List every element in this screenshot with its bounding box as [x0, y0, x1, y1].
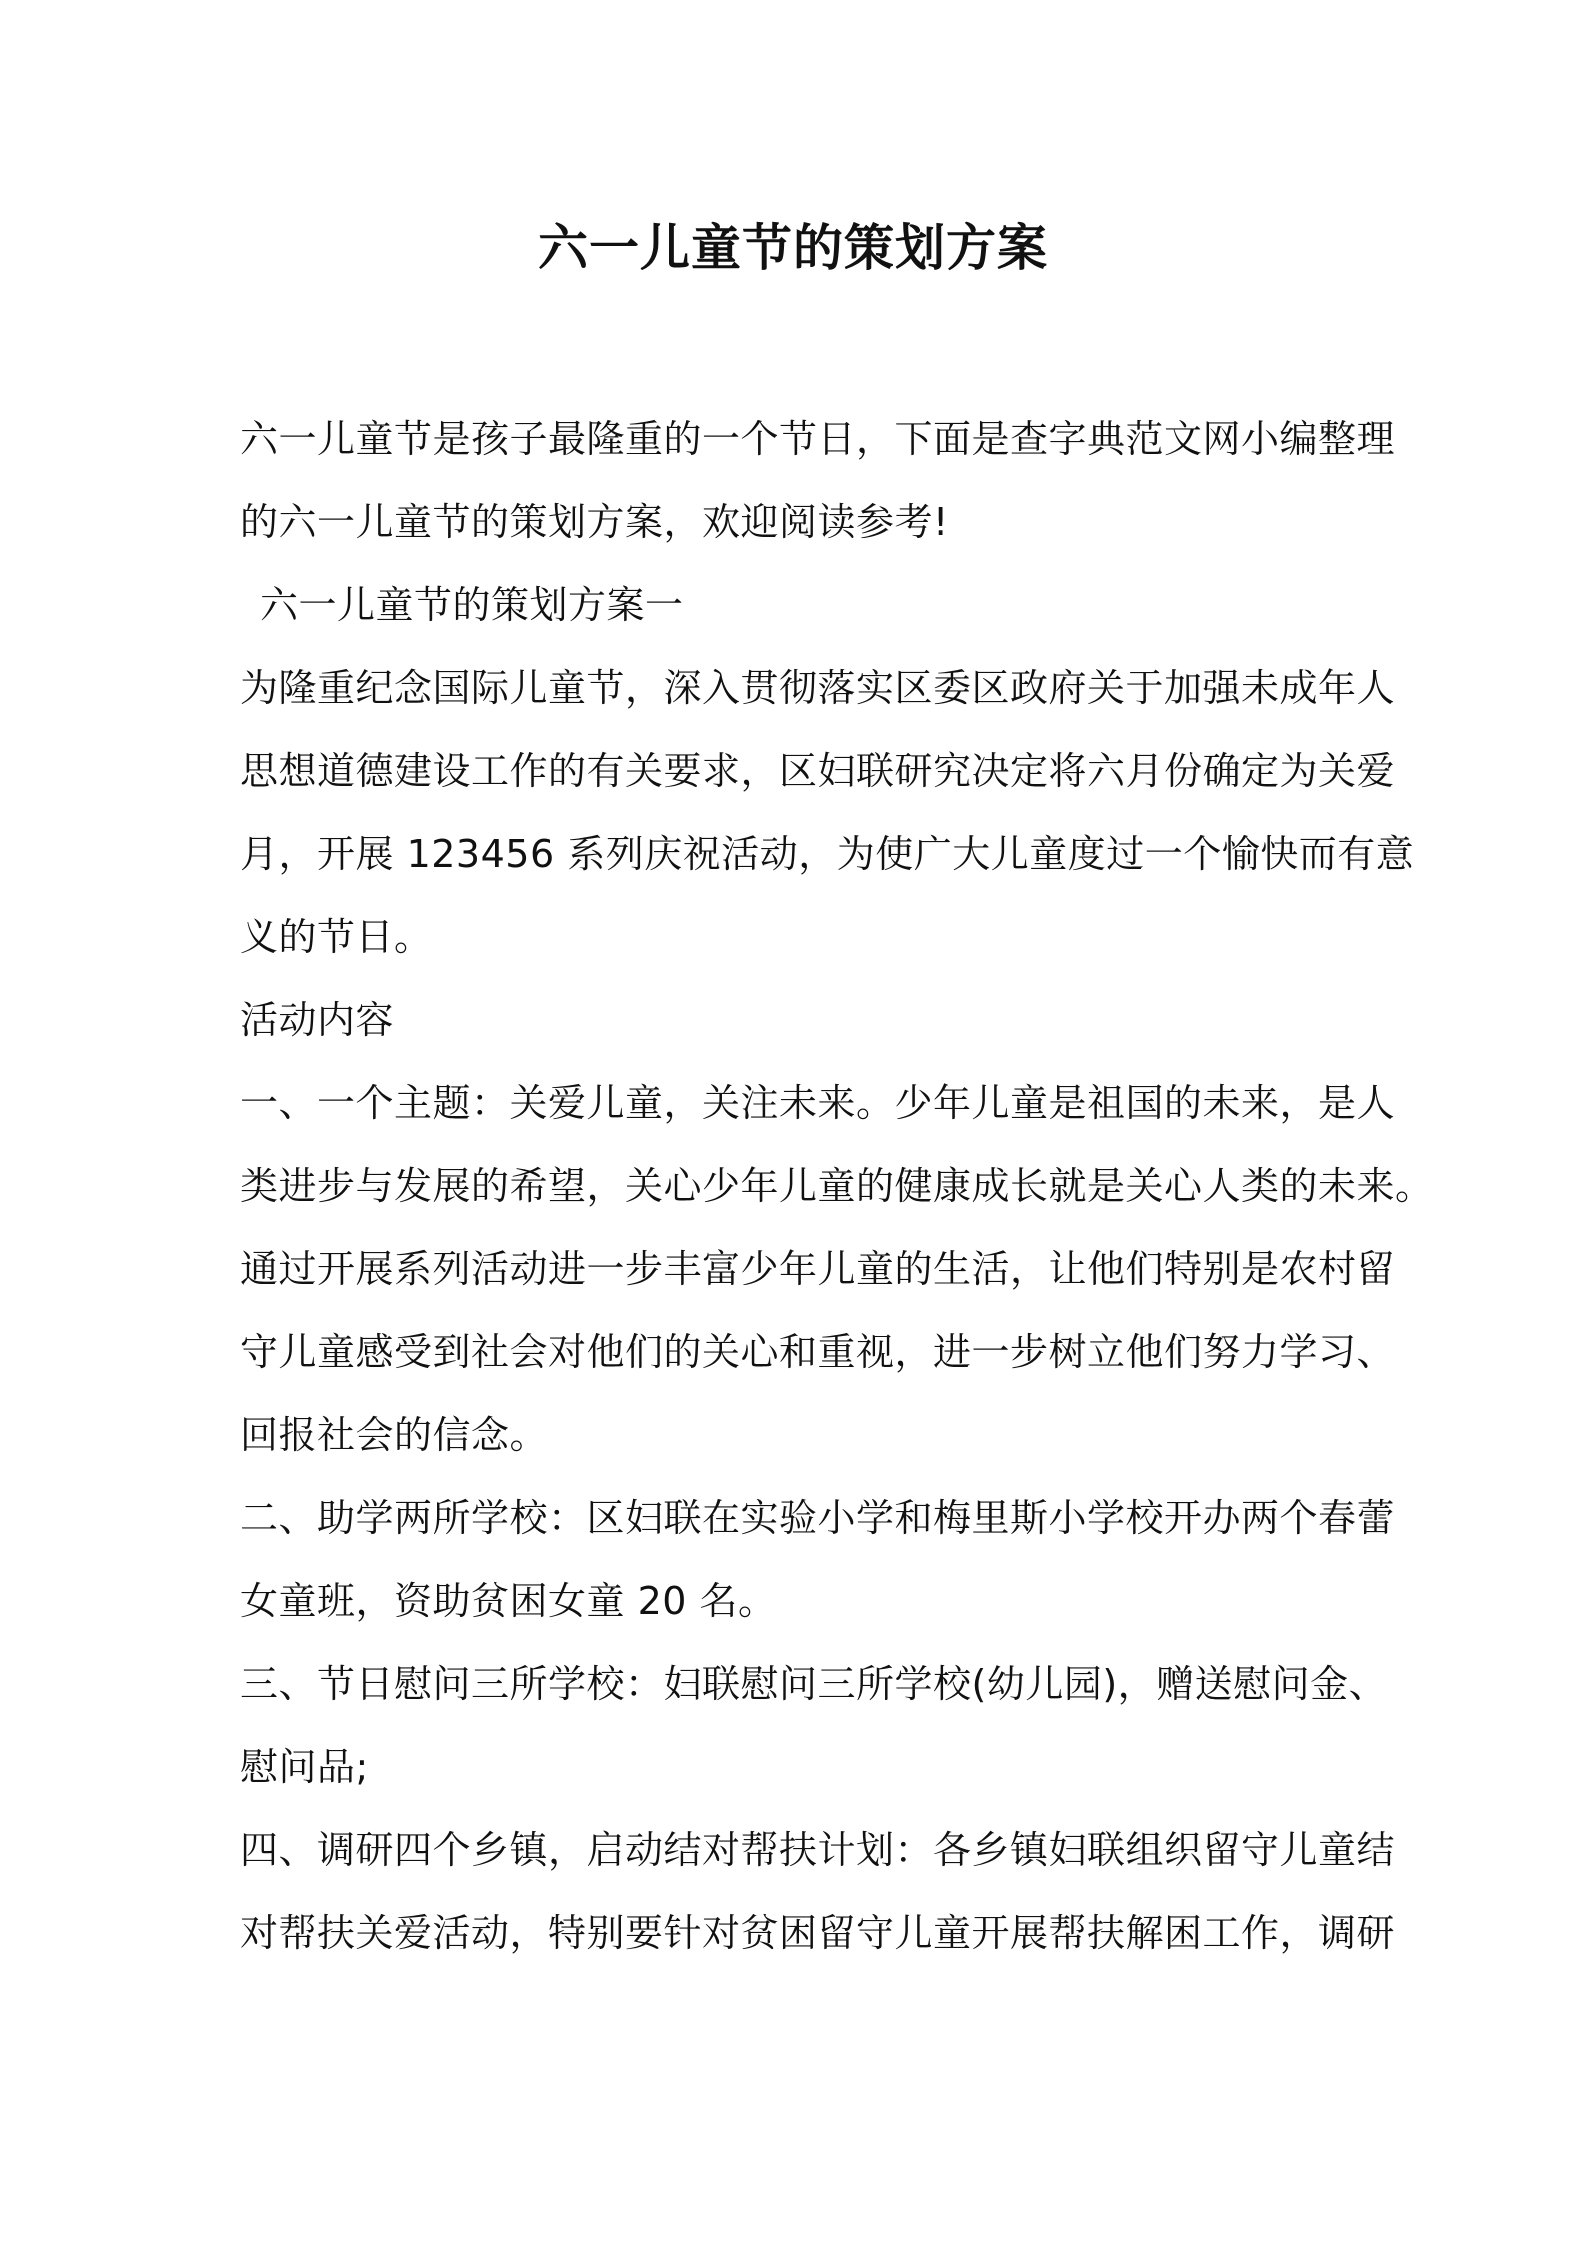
section-heading: 活动内容 — [240, 998, 395, 1042]
paragraph-line: 思想道德建设工作的有关要求，区妇联研究决定将六月份确定为关爱 — [240, 749, 1396, 793]
paragraph-line: 通过开展系列活动进一步丰富少年儿童的生活，让他们特别是农村留 — [240, 1247, 1396, 1291]
paragraph-line: 六一儿童节是孩子最隆重的一个节日，下面是查字典范文网小编整理 — [240, 417, 1396, 461]
paragraph-line: 三、节日慰问三所学校：妇联慰问三所学校(幼儿园)，赠送慰问金、 — [240, 1662, 1388, 1706]
paragraph-line: 为隆重纪念国际儿童节，深入贯彻落实区委区政府关于加强未成年人 — [240, 666, 1396, 710]
document-title: 六一儿童节的策划方案 — [538, 219, 1048, 277]
paragraph-line: 一、一个主题：关爱儿童，关注未来。少年儿童是祖国的未来，是人 — [240, 1081, 1396, 1125]
paragraph-line: 类进步与发展的希望，关心少年儿童的健康成长就是关心人类的未来。 — [240, 1164, 1434, 1208]
paragraph-line: 女童班，资助贫困女童 20 名。 — [240, 1579, 777, 1623]
section-heading: 六一儿童节的策划方案一 — [260, 583, 684, 627]
paragraph-line: 回报社会的信念。 — [240, 1413, 549, 1457]
paragraph-line: 二、助学两所学校：区妇联在实验小学和梅里斯小学校开办两个春蕾 — [240, 1496, 1396, 1540]
paragraph-line: 义的节日。 — [240, 915, 433, 959]
paragraph-line: 月，开展 123456 系列庆祝活动，为使广大儿童度过一个愉快而有意 — [240, 832, 1415, 876]
paragraph-line: 对帮扶关爱活动，特别要针对贫困留守儿童开展帮扶解困工作，调研 — [240, 1911, 1396, 1955]
paragraph-line: 守儿童感受到社会对他们的关心和重视，进一步树立他们努力学习、 — [240, 1330, 1396, 1374]
paragraph-line: 四、调研四个乡镇，启动结对帮扶计划：各乡镇妇联组织留守儿童结 — [240, 1828, 1396, 1872]
document-body — [240, 398, 1434, 1975]
paragraph-line: 慰问品; — [240, 1745, 369, 1789]
paragraph-line: 的六一儿童节的策划方案，欢迎阅读参考! — [240, 500, 949, 544]
